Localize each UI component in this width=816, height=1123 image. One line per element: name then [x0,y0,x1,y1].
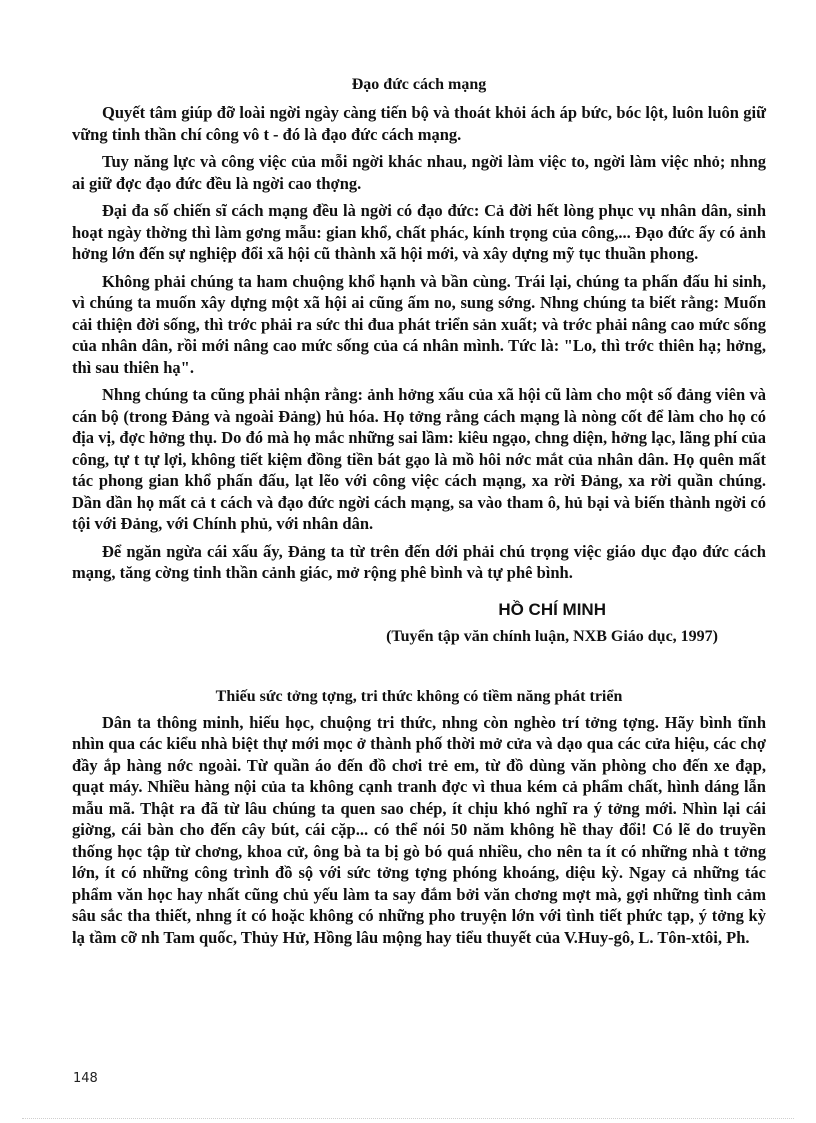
document-page [72,74,766,954]
page-number: 148 [73,1071,98,1086]
article-1-source: (Tuyển tập văn chính luận, NXB Giáo dục, 1997) [386,627,718,645]
article-2-paragraph: Dân ta thông minh, hiếu học, chuộng tri thức, nhng còn nghèo trí tởng tợng. Hãy bình tĩnh nhìn qua các kiểu nhà biệt thự mới mọc ở thành phố thời mở cửa và dạo qua các cửa hiệu, các chợ đầy ắp hàng nớc ngoài. Từ quần áo đến đồ chơi trẻ em, từ đồ dùng văn phòng cho đến xe đạp, quạt máy. Nhiều hàng nội của ta không cạnh tranh đợc vì thua kém cả phẩm chất, hình dáng lẫn mẫu mã. Thật ra đã từ lâu chúng ta quen sao chép, ít chịu khó nghĩ ra ý tởng mới. Nhìn lại cái giờng, cái bàn cho đến cây bút, cái cặp... có thể nói 50 năm không hề thay đổi! Có lẽ do truyền thống học tập từ chơng, khoa cử, ông bà ta bị gò bó quá nhiều, cho nên ta ít có những nhà t tởng lớn, ít có những công trình đồ sộ với sức tởng tợng phóng khoáng, diệu kỳ. Ngay cả những tác phẩm văn học hay nhất cũng chủ yếu làm ta say đắm bởi văn chơng mợt mà, gợi những tình cảm sâu sắc tha thiết, nhng ít có hoặc không có những pho truyện lớn với tình tiết phức tạp, ý tởng kỳ lạ tầm cỡ nh Tam quốc, Thủy Hử, Hồng lâu mộng hay tiểu thuyết của V.Huy-gô, L. Tôn-xtôi, Ph. [72,712,766,947]
article-1-paragraph: Không phải chúng ta ham chuộng khổ hạnh và bần cùng. Trái lại, chúng ta phấn đấu hi sinh, vì chúng ta muốn xây dựng một xã hội ai cũng ấm no, sung sớng. Nhng chúng ta biết rằng: Muốn cải thiện đời sống, thì trớc phải ra sức thi đua phát triển sản xuất; và trớc phải nâng cao mức sống của nhân dân, rồi mới nâng cao mức sống của cá nhân mình. Tức là: "Lo, thì trớc thiên hạ; hởng, thì sau thiên hạ". [72,271,766,377]
article-1-paragraph: Nhng chúng ta cũng phải nhận rằng: ảnh hởng xấu của xã hội cũ làm cho một số đảng viên và cán bộ (trong Đảng và ngoài Đảng) hủ hóa. Họ tởng rằng cách mạng là nòng cốt để làm cho họ có địa vị, đợc hởng thụ. Do đó mà họ mắc những sai lầm: kiêu ngạo, chng diện, hởng lạc, lãng phí của công, tự t tự lợi, không tiết kiệm đồng tiền bát gạo là mồ hôi nớc mắt của nhân dân. Họ quên mất tác phong gian khổ phấn đấu, lạt lẽo với công việc cách mạng, xa rời Đảng, xa rời quần chúng. Dần dần họ mất cả t cách và đạo đức ngời cách mạng, sa vào tham ô, hủ bại và biến thành ngời có tội với Đảng, với Chính phủ, với nhân dân. [72,385,766,533]
article-1-paragraph: Đại đa số chiến sĩ cách mạng đều là ngời có đạo đức: Cả đời hết lòng phục vụ nhân dân, sinh hoạt ngày thờng thì làm gơng mẫu: gian khổ, chất phác, kính trọng của công,... Đạo đức ấy có ảnh hởng lớn đến sự nghiệp đổi xã hội cũ thành xã hội mới, và xây dựng mỹ tục thuần phong. [72,201,766,263]
article-1-title: Đạo đức cách mạng [351,76,487,93]
article-1-paragraph: Tuy năng lực và công việc của mỗi ngời khác nhau, ngời làm việc to, ngời làm việc nhỏ; nhng ai giữ đợc đạo đức đều là ngời cao thợng. [72,152,766,193]
article-1-paragraph: Quyết tâm giúp đỡ loài ngời ngày càng tiến bộ và thoát khỏi ách áp bức, bóc lột, luôn luôn giữ vững tinh thần chí công vô t - đó là đạo đức cách mạng. [72,103,766,144]
article-1-author: HỒ CHÍ MINH [498,599,606,619]
article-2-title: Thiếu sức tởng tợng, tri thức không có tiềm năng phát triển [215,687,623,705]
page-border-divider [22,1118,794,1119]
article-1-paragraph: Để ngăn ngừa cái xấu ấy, Đảng ta từ trên đến dới phải chú trọng việc giáo dục đạo đức cách mạng, tăng cờng tinh thần cảnh giác, mở rộng phê bình và tự phê bình. [72,541,766,582]
